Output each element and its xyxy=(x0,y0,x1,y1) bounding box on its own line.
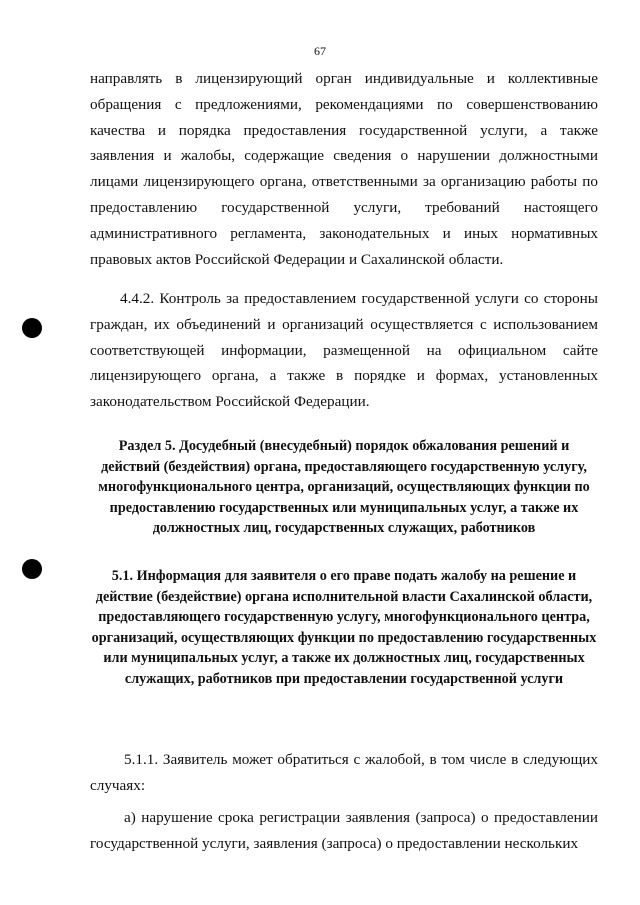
section-5-heading: Раздел 5. Досудебный (внесудебный) порядок обжалования решений и действий (бездействия) органа, предоставляющего государственную услугу, многофункционального центра, организаций, осуществляющих функции по предоставлению государственных или муниципальных услуг, а также их должностных лиц, государственных служащих, работников xyxy=(98,438,590,536)
paragraph-rights-continuation: направлять в лицензирующий орган индивидуальные и коллективные обращения с предложениями, рекомендациями по совершенствованию качества и порядка предоставления государственной услуги, а также заявления и жалобы, содержащие сведения о нарушении должностными лицами лицензирующего органа, ответственными за организацию работы по предоставлению государственной услуги, требований настоящего административного регламента, законодательных и иных нормативных правовых актов Российской Федерации и Сахалинской области. xyxy=(90,70,598,268)
page-number: 67 xyxy=(314,44,326,58)
paragraph-4-4-2: 4.4.2. Контроль за предоставлением государственной услуги со стороны граждан, их объединений и организаций осуществляется с использованием соответствующей информации, размещенной на официальном сайте лицензирующего органа, а также в порядке и формах, установленных законодательством Российской Федерации. xyxy=(90,290,598,411)
punch-hole-mark xyxy=(22,559,42,579)
paragraph-item-a: а) нарушение срока регистрации заявления (запроса) о предоставлении государственной услуги, заявления (запроса) о предоставлении нескольких xyxy=(90,809,598,852)
paragraph-5-1-1: 5.1.1. Заявитель может обратиться с жалобой, в том числе в следующих случаях: xyxy=(90,751,598,794)
punch-hole-mark xyxy=(22,318,42,338)
subsection-5-1-heading: 5.1. Информация для заявителя о его праве подать жалобу на решение и действие (бездействие) органа исполнительной власти Сахалинской области, предоставляющего государственную услугу, многофункционального центра, организаций, осуществляющих функции по предоставлению государственных или муниципальных услуг, а также их должностных лиц, государственных служащих, работников при предоставлении государственной услуги xyxy=(91,568,597,687)
